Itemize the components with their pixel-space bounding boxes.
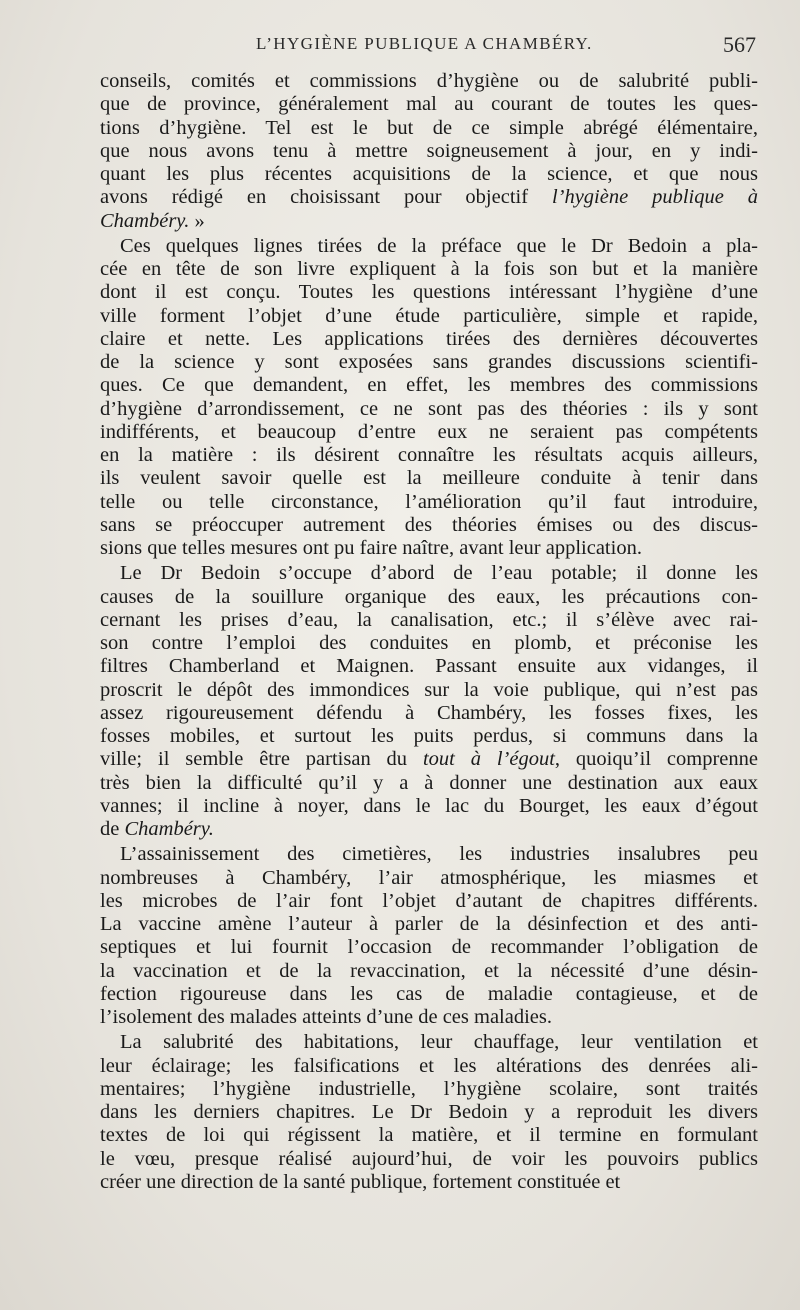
running-head-title: L’HYGIÈNE PUBLIQUE A CHAMBÉRY. xyxy=(256,34,593,53)
text-line: ques. Ce que demandent, en effet, les membres des commissions xyxy=(100,374,758,397)
text-line: de Chambéry. xyxy=(100,818,214,840)
text-line: que nous avons tenu à mettre soigneusement à jour, en y indi- xyxy=(100,139,758,162)
text-line: que de province, généralement mal au courant de toutes les ques- xyxy=(100,93,758,116)
text-line: très bien la difficulté qu’il y a à donner une destination aux eaux xyxy=(100,771,758,794)
text-line: ville; il semble être partisan du tout à l’égout, quoiqu’il comprenne xyxy=(100,748,758,771)
text-line: son contre l’emploi des conduites en plomb, et préconise les xyxy=(100,632,758,654)
text-line: dans les derniers chapitres. Le Dr Bedoin y a reproduit les divers xyxy=(100,1101,758,1123)
text-line: fection rigoureuse dans les cas de maladie contagieuse, et de xyxy=(100,982,758,1005)
text-line: proscrit le dépôt des immondices sur la voie publique, qui n’est pas xyxy=(100,678,758,701)
text-line: sions que telles mesures ont pu faire naître, avant leur application. xyxy=(100,537,642,559)
text-line: filtres Chamberland et Maignen. Passant ensuite aux vidanges, il xyxy=(100,655,758,678)
text-line: indifférents, et beaucoup d’entre eux ne seraient pas compétents xyxy=(100,420,758,443)
paragraph xyxy=(100,562,758,841)
text-line: ils veulent savoir quelle est la meilleure conduite à tenir dans xyxy=(100,467,758,490)
paragraph xyxy=(100,235,758,561)
page-number: 567 xyxy=(723,32,756,57)
text-line: fosses mobiles, et surtout les puits perdus, si communs dans la xyxy=(100,725,758,747)
body-text xyxy=(100,70,758,1194)
text-line: ville forment l’objet d’une étude particulière, simple et rapide, xyxy=(100,304,758,327)
text-line: sans se préoccuper autrement des théories émises ou des discus- xyxy=(100,513,758,536)
paragraph xyxy=(100,70,758,233)
running-head xyxy=(100,34,756,60)
text-line: l’isolement des malades atteints d’une de ces maladies. xyxy=(100,1006,552,1028)
text-line: conseils, comités et commissions d’hygiène ou de salubrité publi- xyxy=(100,70,758,92)
text-line: la vaccination et de la revaccination, et la nécessité d’une désin- xyxy=(100,959,758,982)
text-line: septiques et lui fournit l’occasion de recommander l’obligation de xyxy=(100,936,758,959)
text-line: avons rédigé en choisissant pour objectif l’hygiène publique à xyxy=(100,186,758,209)
text-line: les microbes de l’air font l’objet d’autant de chapitres différents. xyxy=(100,889,758,912)
paragraph xyxy=(100,843,758,1029)
text-line: leur éclairage; les falsifications et les altérations des denrées ali- xyxy=(100,1054,758,1077)
text-line: d’hygiène d’arrondissement, ce ne sont pas des théories : ils y sont xyxy=(100,397,758,420)
text-line: La salubrité des habitations, leur chauffage, leur ventilation et xyxy=(120,1031,758,1054)
text-line: dont il est conçu. Toutes les questions intéressant l’hygiène d’une xyxy=(100,281,758,304)
text-line: quant les plus récentes acquisitions de la science, et que nous xyxy=(100,163,758,185)
text-line: créer une direction de la santé publique, fortement constituée et xyxy=(100,1170,621,1193)
text-line: claire et nette. Les applications tirées des dernières découvertes xyxy=(100,327,758,350)
text-line: assez rigoureusement défendu à Chambéry, les fosses fixes, les xyxy=(100,701,758,724)
text-line: le vœu, presque réalisé aujourd’hui, de voir les pouvoirs publics xyxy=(100,1147,758,1170)
text-line: cée en tête de son livre expliquent à la fois son but et la manière xyxy=(100,258,758,280)
text-line: Ces quelques lignes tirées de la préface que le Dr Bedoin a pla- xyxy=(120,234,758,257)
text-line: tions d’hygiène. Tel est le but de ce simple abrégé élémentaire, xyxy=(100,116,758,139)
paragraph xyxy=(100,1031,758,1194)
text-line: L’assainissement des cimetières, les industries insalubres peu xyxy=(120,843,758,866)
text-line: en la matière : ils désirent connaître les résultats acquis ailleurs, xyxy=(100,444,758,466)
text-line: textes de loi qui régissent la matière, et il termine en formulant xyxy=(100,1124,758,1147)
text-line: Le Dr Bedoin s’occupe d’abord de l’eau potable; il donne les xyxy=(120,562,758,585)
text-line: telle ou telle circonstance, l’amélioration qu’il faut introduire, xyxy=(100,490,758,513)
text-line: La vaccine amène l’auteur à parler de la désinfection et des anti- xyxy=(100,913,758,935)
text-line: Chambéry. » xyxy=(100,209,205,232)
text-line: mentaires; l’hygiène industrielle, l’hygiène scolaire, sont traités xyxy=(100,1077,758,1100)
text-line: vannes; il incline à noyer, dans le lac du Bourget, les eaux d’égout xyxy=(100,794,758,817)
text-line: nombreuses à Chambéry, l’air atmosphérique, les miasmes et xyxy=(100,866,758,889)
text-line: cernant les prises d’eau, la canalisation, etc.; il s’élève avec rai- xyxy=(100,608,758,631)
text-line: causes de la souillure organique des eaux, les précautions con- xyxy=(100,585,758,608)
text-line: de la science y sont exposées sans grandes discussions scientifi- xyxy=(100,351,758,373)
